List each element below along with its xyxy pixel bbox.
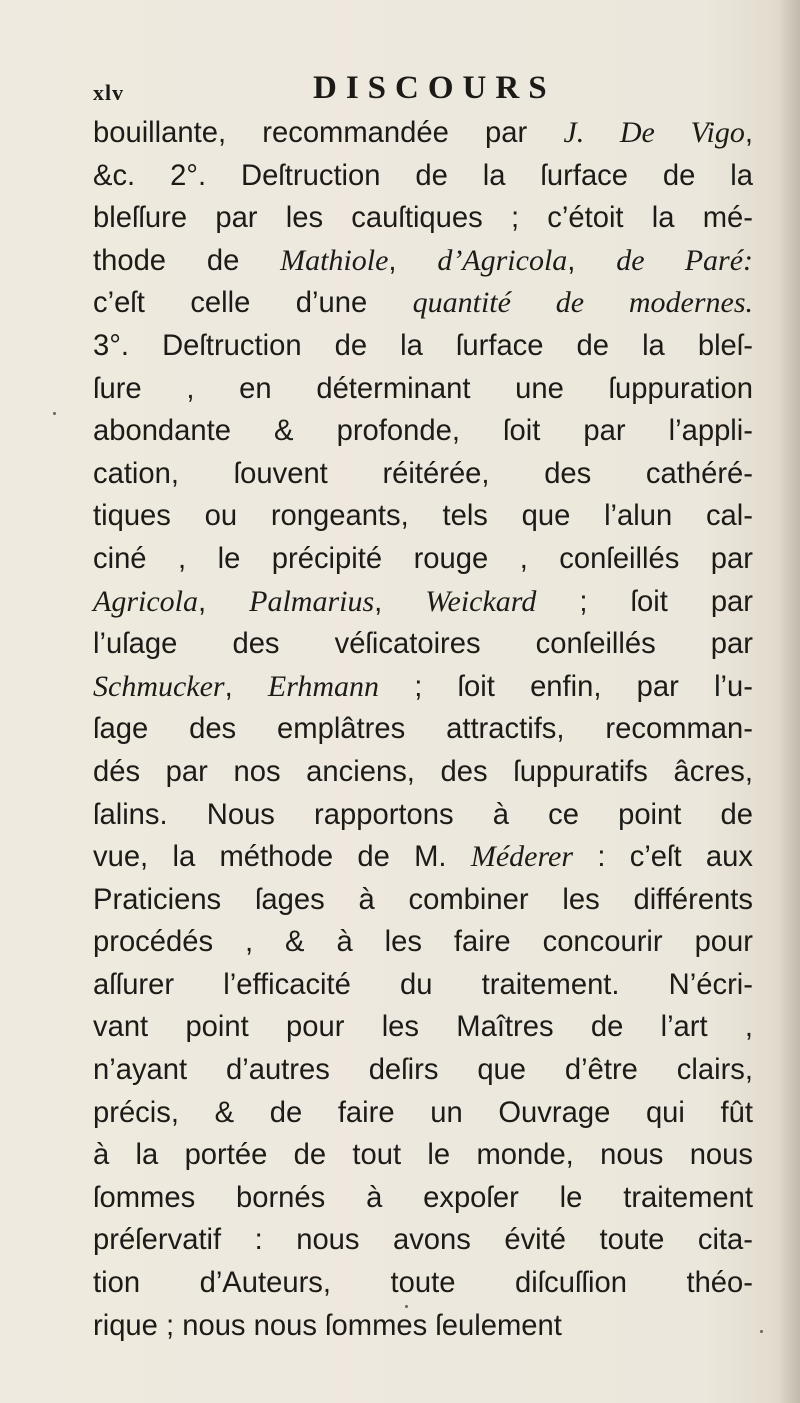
text-segment: c’eſt celle d’une [93, 287, 413, 320]
text-segment: n’ayant d’autres deſirs que d’être clairs, [93, 1054, 753, 1087]
text-line [93, 794, 753, 837]
italic-segment: Erhmann [267, 669, 380, 703]
text-line [93, 1305, 753, 1348]
text-segment: procédés , & à les faire concourir pour [93, 926, 753, 959]
paper-speck [760, 1330, 763, 1333]
text-line [93, 623, 753, 666]
text-line [93, 751, 753, 794]
text-line [93, 1092, 753, 1135]
italic-segment: Schmucker [93, 669, 225, 703]
running-title: DISCOURS [313, 70, 556, 106]
italic-segment: quantité de modernes. [412, 286, 754, 320]
text-segment: , [567, 244, 617, 277]
text-line [93, 964, 753, 1007]
paper-speck [53, 412, 56, 415]
italic-segment: Agricola [93, 584, 198, 618]
italic-segment: Méderer [470, 840, 574, 874]
text-segment: 3°. Deſtruction de la ſurface de la bleſ- [93, 329, 753, 362]
text-segment: , [224, 670, 268, 703]
text-segment: ; ſoit par [536, 585, 754, 618]
text-segment: ſommes bornés à expoſer le traitement [93, 1181, 753, 1214]
text-segment: ſalins. Nous rapportons à ce point de [93, 798, 753, 831]
text-line [93, 197, 753, 240]
text-segment: , [198, 585, 250, 618]
text-segment: , [374, 585, 426, 618]
text-line [93, 282, 753, 325]
text-line [93, 325, 753, 368]
text-segment: préſervatif : nous avons évité toute cita- [93, 1224, 753, 1257]
text-segment: Praticiens ſages à combiner les différents [93, 883, 753, 916]
text-segment: , [388, 244, 438, 277]
text-line [93, 495, 753, 538]
text-line [93, 1219, 753, 1262]
text-line [93, 581, 753, 624]
text-segment: &c. 2°. Deſtruction de la ſurface de la [93, 159, 753, 192]
text-segment: tion d’Auteurs, toute diſcuſſion théo- [93, 1267, 753, 1300]
italic-segment: Palmarius [249, 584, 375, 618]
text-segment: l’uſage des véſicatoires conſeillés par [93, 628, 753, 661]
text-line [93, 1177, 753, 1220]
text-segment: aſſurer l’efficacité du traitement. N’écri- [93, 968, 753, 1001]
text-segment: abondante & profonde, ſoit par l’appli- [93, 415, 753, 448]
text-segment: ſage des emplâtres attractifs, recomman- [93, 713, 753, 746]
text-line [93, 1006, 753, 1049]
body-text [93, 112, 753, 1347]
text-line [93, 453, 753, 496]
text-segment: thode de [93, 244, 281, 277]
italic-segment: J. De Vigo [563, 116, 745, 149]
text-line [93, 1262, 753, 1305]
text-segment: dés par nos anciens, des ſuppuratifs âcres, [93, 755, 753, 788]
text-line [93, 1134, 753, 1177]
page-number: xlv [93, 80, 125, 105]
text-segment: bouillante, recommandée par [93, 117, 564, 149]
text-segment: à la portée de tout le monde, nous nous [93, 1139, 753, 1172]
italic-segment: de Paré: [616, 243, 754, 277]
italic-segment: d’Agricola [437, 243, 568, 277]
text-segment: cation, ſouvent réitérée, des cathéré- [93, 457, 753, 490]
italic-segment: Mathiole [280, 243, 389, 277]
text-segment: bleſſure par les cauſtiques ; c’étoit la mé- [93, 202, 753, 235]
text-line [93, 879, 753, 922]
text-line [93, 666, 753, 709]
text-segment: ſure , en déterminant une ſuppuration [93, 372, 753, 405]
text-line [93, 836, 753, 879]
text-segment: vue, la méthode de M. [93, 841, 471, 874]
text-line [93, 368, 753, 411]
text-line [93, 708, 753, 751]
text-line [93, 410, 753, 453]
text-segment: ciné , le précipité rouge , conſeillés par [93, 542, 753, 575]
page-edge-shadow [778, 0, 800, 1403]
paper-speck [405, 1305, 408, 1308]
text-line [93, 240, 753, 283]
text-line [93, 155, 753, 198]
text-line [93, 538, 753, 581]
text-segment: ; ſoit enfin, par l’u- [379, 670, 753, 703]
running-head [93, 70, 693, 110]
text-segment: : c’eſt aux [573, 841, 753, 874]
italic-segment: Weickard [425, 584, 537, 618]
text-line [93, 112, 753, 155]
text-segment: précis, & de faire un Ouvrage qui fût [93, 1096, 753, 1129]
text-segment: tiques ou rongeants, tels que l’alun cal- [93, 500, 753, 533]
text-segment: rique ; nous nous ſommes ſeulement [93, 1309, 562, 1342]
text-segment: , [744, 117, 753, 149]
text-line [93, 1049, 753, 1092]
text-line [93, 921, 753, 964]
text-segment: vant point pour les Maîtres de l’art , [93, 1011, 753, 1044]
